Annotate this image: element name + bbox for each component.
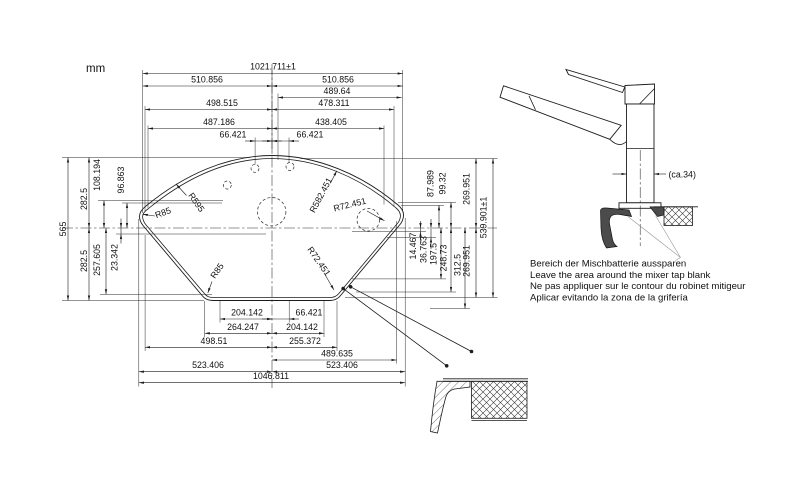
dim-label: 99.32	[437, 172, 448, 195]
dim-label: 489.635	[321, 348, 353, 359]
unit-label: mm	[86, 63, 106, 75]
note-line-fr: Ne pas appliquer sur le contour du robinet mitigeur	[530, 281, 746, 292]
dim-label: 96.863	[116, 166, 126, 194]
dim-label: 478.311	[318, 98, 350, 108]
radius-label: R595	[186, 190, 207, 214]
dim-label: 510.856	[322, 74, 354, 85]
dim-label: 264.247	[227, 321, 259, 332]
countertop-section	[664, 207, 693, 226]
dim-label: 510.856	[191, 74, 223, 85]
dim-label: 23.342	[109, 244, 120, 271]
dim-label: 269.951	[461, 245, 472, 277]
dim-label: 1046.811	[252, 371, 290, 382]
dim-label: 282.5	[79, 249, 89, 273]
dim-label: 498.51	[200, 335, 228, 346]
radius-label: R582.451	[307, 175, 335, 215]
dim-label: 14.467	[408, 232, 418, 260]
dim-label: 539.901±1	[478, 196, 489, 239]
dim-label: 255.372	[289, 335, 321, 346]
dim-label: 66.421	[219, 129, 247, 140]
dim-label: 489.64	[323, 86, 351, 96]
tap-width-dim-label: (ca.34)	[668, 169, 696, 180]
dim-label: 66.421	[296, 129, 324, 140]
dim-label: 487.186	[203, 117, 235, 127]
countertop-block	[472, 381, 528, 418]
radius-label: R85	[208, 261, 226, 281]
radius-label: R72.451	[305, 244, 333, 278]
dim-label: 523.406	[326, 360, 358, 371]
tap-cartridge-cap	[625, 84, 655, 104]
dim-label: 282.5	[79, 187, 89, 211]
note-line-es: Aplicar evitando la zona de la grifería	[530, 292, 688, 304]
note-line-de: Bereich der Mischbatterie aussparen	[530, 258, 687, 270]
dim-label: 1021.711±1	[250, 61, 296, 72]
dim-label: 87.989	[425, 170, 436, 197]
dim-label: 36.763	[418, 236, 429, 263]
dim-label: 498.515	[206, 98, 238, 108]
dim-label: 257.605	[92, 244, 102, 276]
dim-label: 248.73	[438, 244, 449, 272]
dim-label: 565	[58, 221, 68, 237]
dim-label: 523.406	[192, 360, 224, 371]
dim-label: 438.405	[315, 117, 347, 127]
dim-label: 269.951	[461, 173, 472, 205]
note-line-en: Leave the area around the mixer tap blank	[530, 269, 711, 281]
dim-label: 204.142	[231, 307, 263, 318]
radius-label: R72.451	[332, 195, 368, 214]
radius-label: R85	[153, 205, 173, 221]
dim-label: 312.5	[452, 253, 463, 277]
dim-label: 197.5	[428, 242, 439, 266]
dim-label: 108.194	[92, 159, 102, 191]
dim-label: 66.421	[295, 307, 323, 318]
dim-label: 204.142	[286, 321, 318, 332]
